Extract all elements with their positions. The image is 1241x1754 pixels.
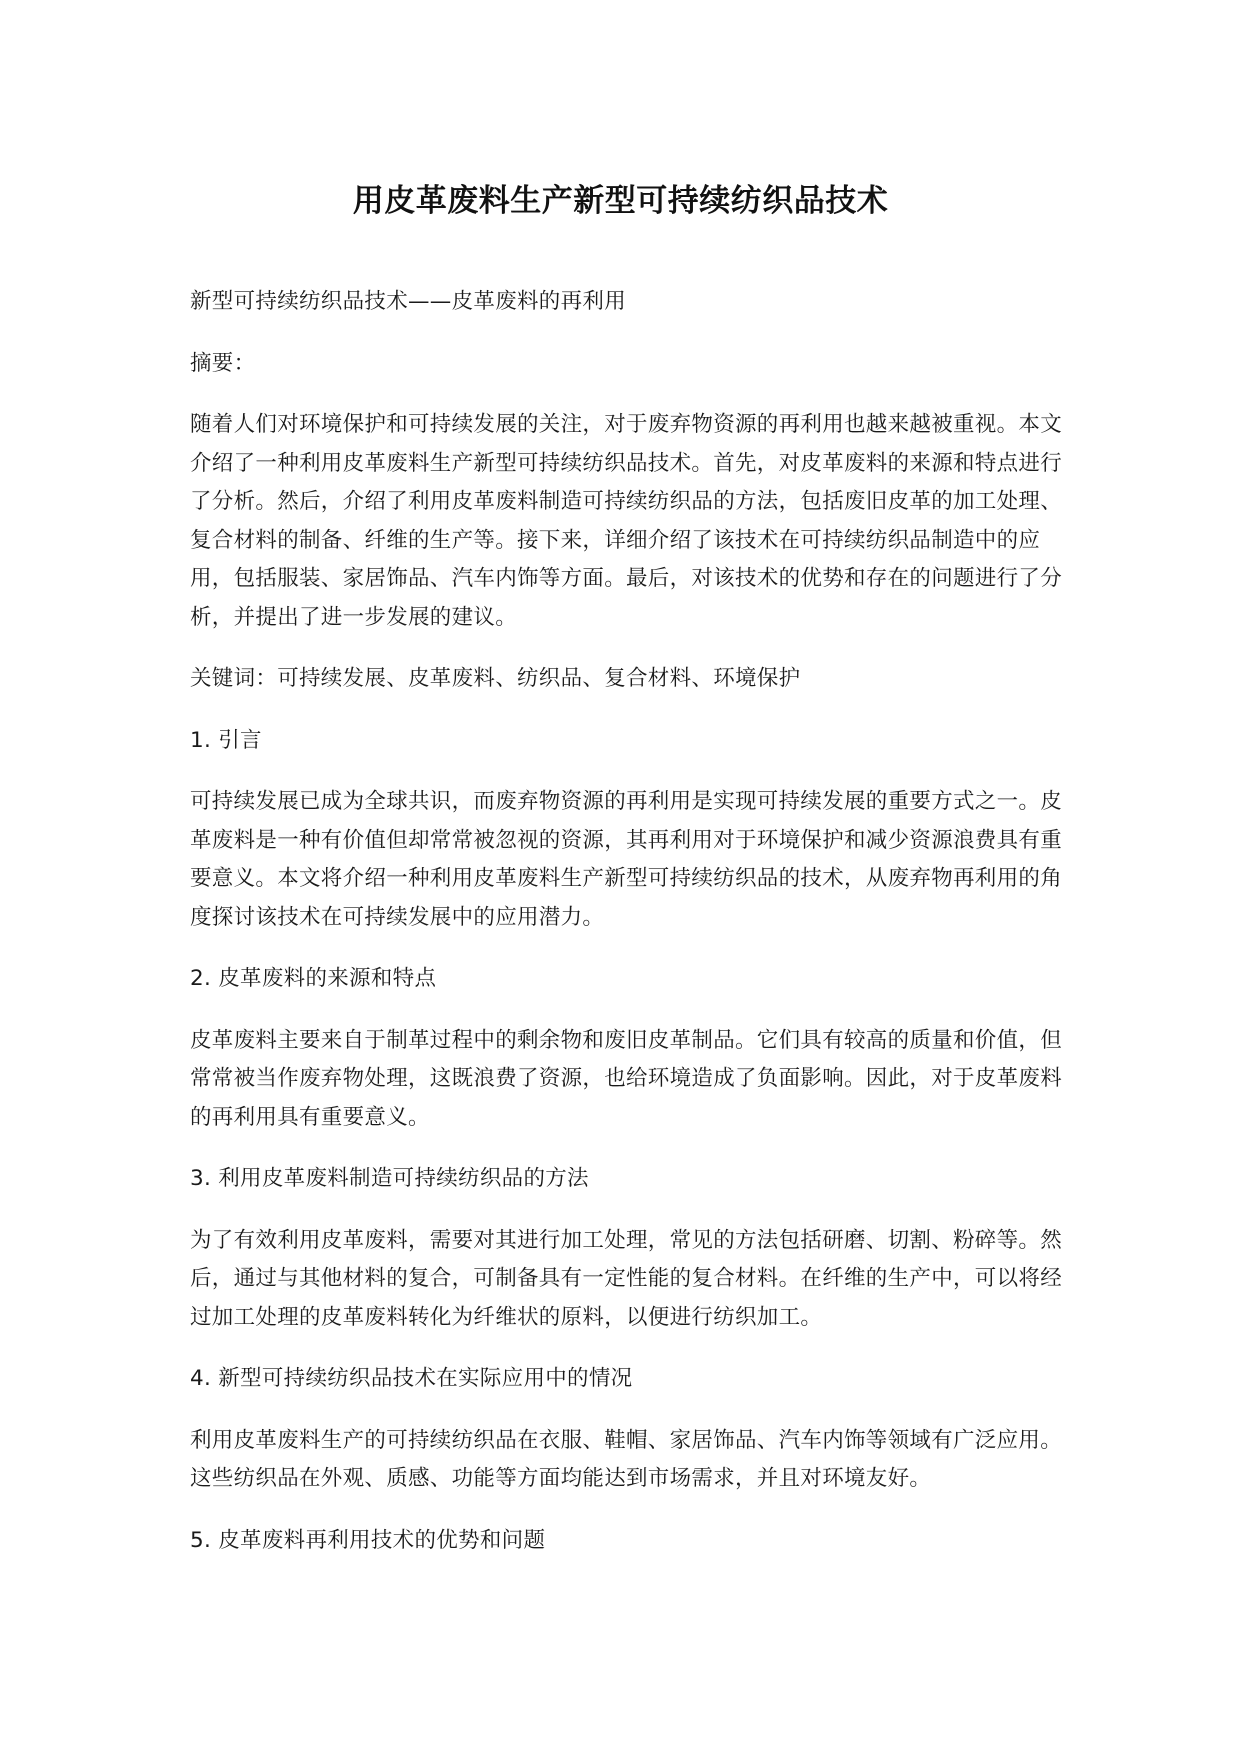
abstract-label: 摘要： (190, 350, 256, 376)
section-heading-applications: 4. 新型可持续纺织品技术在实际应用中的情况 (190, 1366, 633, 1391)
section-body-applications: 利用皮革废料生产的可持续纺织品在衣服、鞋帽、家居饰品、汽车内饰等领域有广泛应用。这些纺织品在外观、质感、功能等方面均能达到市场需求，并且对环境友好。 (190, 1427, 1063, 1491)
keywords: 关键词：可持续发展、皮革废料、纺织品、复合材料、环境保护 (190, 666, 801, 691)
section-heading-sources: 2. 皮革废料的来源和特点 (190, 966, 437, 991)
section-body-introduction: 可持续发展已成为全球共识，而废弃物资源的再利用是实现可持续发展的重要方式之一。皮革废料是一种有价值但却常常被忽视的资源，其再利用对于环境保护和减少资源浪费具有重要意义。本文将介绍一种利用皮革废料生产新型可持续纺织品的技术，从废弃物再利用的角度探讨该技术在可持续发展中的应用潜力。 (190, 789, 1063, 930)
section-heading-introduction: 1. 引言 (190, 727, 262, 753)
abstract-paragraph: 随着人们对环境保护和可持续发展的关注，对于废弃物资源的再利用也越来越被重视。本文介绍了一种利用皮革废料生产新型可持续纺织品技术。首先，对皮革废料的来源和特点进行了分析。然后，介绍了利用皮革废料制造可持续纺织品的方法，包括废旧皮革的加工处理、复合材料的制备、纤维的生产等。接下来，详细介绍了该技术在可持续纺织品制造中的应用，包括服装、家居饰品、汽车内饰等方面。最后，对该技术的优势和存在的问题进行了分析，并提出了进一步发展的建议。 (190, 412, 1063, 630)
document-body (190, 283, 1065, 1560)
section-body-methods: 为了有效利用皮革废料，需要对其进行加工处理，常见的方法包括研磨、切割、粉碎等。然后，通过与其他材料的复合，可制备具有一定性能的复合材料。在纤维的生产中，可以将经过加工处理的皮革废料转化为纤维状的原料，以便进行纺织加工。 (190, 1227, 1063, 1330)
subtitle: 新型可持续纺织品技术——皮革废料的再利用 (190, 289, 627, 314)
document-title: 用皮革废料生产新型可持续纺织品技术 (352, 183, 889, 219)
section-heading-advantages: 5. 皮革废料再利用技术的优势和问题 (190, 1527, 546, 1553)
section-body-sources: 皮革废料主要来自于制革过程中的剩余物和废旧皮革制品。它们具有较高的质量和价值，但常常被当作废弃物处理，这既浪费了资源，也给环境造成了负面影响。因此，对于皮革废料的再利用具有重要意义。 (190, 1027, 1063, 1130)
section-heading-methods: 3. 利用皮革废料制造可持续纺织品的方法 (190, 1166, 589, 1191)
